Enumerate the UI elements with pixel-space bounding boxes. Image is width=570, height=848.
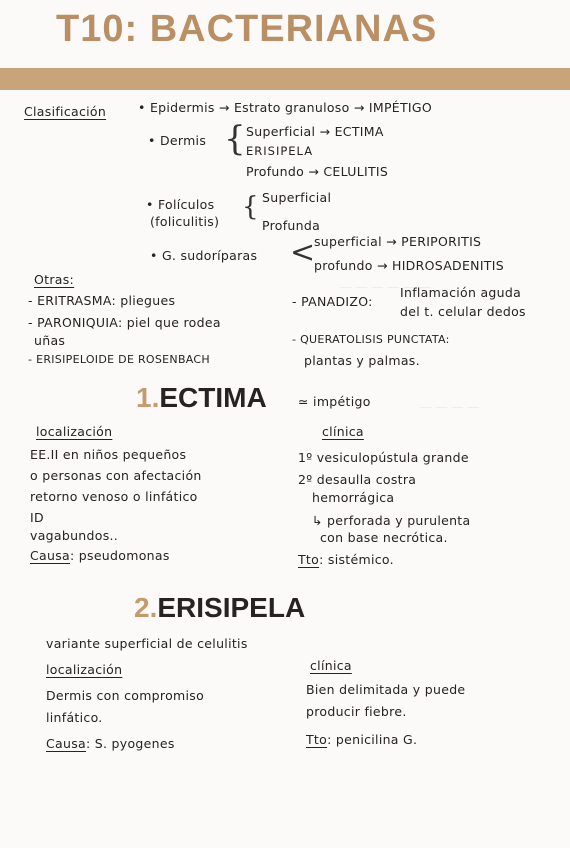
brace-icon: { <box>242 192 259 222</box>
ectima-loc-line: ID <box>30 510 44 525</box>
sudoriparas-profundo: profundo → HIDROSADENITIS <box>314 258 504 273</box>
ectima-loc-line: vagabundos.. <box>30 528 119 543</box>
otras-panadizo: - PANADIZO: <box>292 294 373 309</box>
otras-erisipeloide: - ERISIPELOIDE DE ROSENBACH <box>28 353 210 366</box>
ectima-clin-line: con base necrótica. <box>320 530 448 545</box>
otras-eritrasma: - ERITRASMA: pliegues <box>28 293 176 308</box>
dermis-superficial: Superficial → ECTIMA <box>246 124 384 139</box>
foliculos-profunda: Profunda <box>262 218 321 233</box>
ectima-clin-line: ↳ perforada y purulenta <box>312 513 471 528</box>
erisipela-causa-label: Causa <box>46 736 86 751</box>
ectima-title: ECTIMA <box>159 382 267 413</box>
ectima-loc-line: EE.II en niños pequeños <box>30 447 187 462</box>
ectima-number: 1. <box>136 382 160 413</box>
otras-label: Otras: <box>34 272 75 287</box>
foliculos-label: • Folículos <box>146 197 215 212</box>
erisipela-loc-line: Dermis con compromiso <box>46 688 205 703</box>
otras-paroniquia-cont: uñas <box>34 333 66 348</box>
otras-panadizo-def1: Inflamación aguda <box>400 285 522 300</box>
erisipela-clin-line: Bien delimitada y puede <box>306 682 466 697</box>
erisipela-loc-line: linfático. <box>46 710 103 725</box>
erisipela-tto-label: Tto <box>306 732 328 747</box>
brace-icon: { <box>224 119 246 159</box>
ectima-relation: ≃ impétigo <box>298 394 371 409</box>
erisipela-number: 2. <box>134 592 158 623</box>
epidermis-line: • Epidermis → Estrato granuloso → IMPÉTIGO <box>138 100 433 115</box>
erisipela-causa <box>46 736 175 751</box>
bleed-through-text: — — — — <box>420 400 480 414</box>
foliculitis-label: (foliculitis) <box>150 214 220 229</box>
ectima-causa-value: : pseudomonas <box>69 548 170 563</box>
ectima-heading <box>136 382 267 414</box>
title-band-divider <box>0 68 570 90</box>
bleed-through-text: — — — — — — <box>340 280 432 294</box>
dermis-profundo: Profundo → CELULITIS <box>246 164 389 179</box>
erisipela-description: variante superficial de celulitis <box>46 636 248 651</box>
ectima-loc-line: o personas con afectación <box>30 468 202 483</box>
otras-panadizo-def2: del t. celular dedos <box>400 304 526 319</box>
ectima-causa <box>30 548 170 563</box>
erisipela-tto-value: : penicilina G. <box>327 732 418 747</box>
erisipela-localizacion-label: localización <box>46 662 123 677</box>
sudoriparas-label: • G. sudoríparas <box>150 248 258 263</box>
otras-paroniquia: - PARONIQUIA: piel que rodea <box>28 315 221 330</box>
ectima-tto-value: : sistémico. <box>319 552 394 567</box>
ectima-causa-label: Causa <box>30 548 70 563</box>
erisipela-heading <box>134 592 305 624</box>
ectima-clin-line: hemorrágica <box>312 490 395 505</box>
ectima-localizacion-label: localización <box>36 424 113 439</box>
erisipela-title: ERISIPELA <box>157 592 306 623</box>
ectima-clin-line: 1º vesiculopústula grande <box>298 450 469 465</box>
dermis-label: • Dermis <box>148 133 207 148</box>
page-title: T10: BACTERIANAS <box>56 8 438 50</box>
ectima-tto <box>298 552 394 567</box>
ectima-tto-label: Tto <box>298 552 320 567</box>
ectima-clinica-label: clínica <box>322 424 364 439</box>
foliculos-superficial: Superficial <box>262 190 332 205</box>
ectima-clin-line: 2º desaulla costra <box>298 472 417 487</box>
ectima-loc-line: retorno venoso o linfático <box>30 489 198 504</box>
erisipela-causa-value: : S. pyogenes <box>85 736 175 751</box>
erisipela-clin-line: producir fiebre. <box>306 704 407 719</box>
sudoriparas-superficial: superficial → PERIPORITIS <box>314 234 482 249</box>
erisipela-tto <box>306 732 417 747</box>
erisipela-clinica-label: clínica <box>310 658 352 673</box>
otras-queratolisis: - QUERATOLISIS PUNCTATA: <box>292 333 450 346</box>
clasificacion-label: Clasificación <box>24 104 107 119</box>
otras-queratolisis-def: plantas y palmas. <box>304 353 420 368</box>
less-than-brace-icon: < <box>290 235 316 270</box>
dermis-erisipela: ERISIPELA <box>246 144 314 158</box>
